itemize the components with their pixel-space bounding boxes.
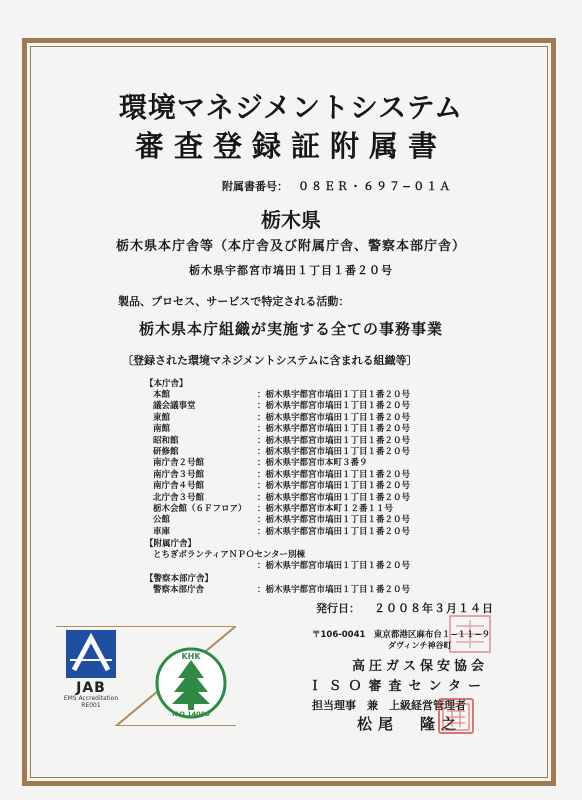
khk-text: KHK [181,652,201,661]
site-name: 公館 [153,515,171,526]
jab-sub1: EMS Accreditation [63,695,119,702]
site-name: 車庫 [153,526,171,537]
site-name: 研修館 [153,446,179,457]
site-group-header: 【警察本部庁舎】 [145,573,214,584]
site-row [143,424,410,435]
issuer-name: 高圧ガス保安協会 [351,659,488,674]
site-group [143,573,410,596]
organization-name: 栃木県 [261,208,321,232]
seal-pattern-icon [441,702,471,732]
annex-number-row [222,178,452,194]
site-name: 栃木会館（６Ｆフロア） [153,503,247,514]
site-address: ：栃木県宇都宮市塙田１丁目１番２０号 [257,446,411,457]
site-name: 本館 [153,390,171,400]
site-name: 北庁舎３号館 [153,492,205,503]
annex-number: ０８ＥＲ・６９７−０１Ａ [298,180,453,193]
site-name: とちぎボランティアＮＰＯセンター別棟 [153,550,305,561]
site-address: ：栃木県宇都宮市塙田１丁目１番２０号 [257,584,411,595]
scope-note: 〔登録された環境マネジメントシステムに含まれる組織等〕 [122,354,418,367]
site-row [143,436,410,447]
site-name: 議会議事堂 [153,401,196,412]
annex-label: 附属書番号： [222,180,288,193]
site-name: 昭和館 [153,435,179,446]
site-row [143,515,410,526]
site-group-header: 【附属庁舎】 [145,539,197,550]
issuer-postal-address: 〒106-0041 東京都港区麻布台１−１１−９ [312,630,491,640]
site-group-header: 【本庁舎】 [145,379,188,389]
title-line-1: 環境マネジメントシステム [118,91,464,124]
title-line-2: 審査登録証附属書 [134,129,447,163]
site-name: 東館 [153,412,171,423]
issued-label: 発行日： [316,602,360,615]
site-address: ：栃木県宇都宮市塙田１丁目１番２０号 [257,469,411,480]
site-address: ：栃木県宇都宮市塙田１丁目１番２０号 [257,561,411,572]
jab-accreditation-text [56,695,126,709]
site-row [143,550,410,561]
site-name: 南庁舎２号館 [153,458,205,469]
site-name: 南庁舎４号館 [153,481,205,492]
issuer-center: ＩＳＯ審査センター [308,679,488,694]
site-address: ：栃木県宇都宮市塙田１丁目１番２０号 [257,526,411,537]
site-row [143,504,410,515]
scope-label: 製品、プロセス、サービスで特定される活動： [118,295,350,308]
site-address: ：栃木県宇都宮市塙田１丁目１番２０号 [257,481,411,492]
site-name: 南館 [153,424,171,435]
site-row [143,447,410,458]
issuer-building: ダヴィンチ神谷町 [388,641,452,650]
organization-subtitle: 栃木県本庁舎等（本庁舎及び附属庁舎、警察本部庁舎） [115,239,466,254]
site-group [143,538,410,573]
site-row [143,401,410,412]
site-address: ：栃木県宇都宮市本町１２番１１号 [257,503,394,514]
site-group [143,378,410,538]
site-address: ：栃木県宇都宮市塙田１丁目１番２０号 [257,424,411,435]
jab-logo-icon [66,630,116,678]
organization-address: 栃木県宇都宮市塙田１丁目１番２０号 [189,264,393,277]
scope-activity: 栃木県本庁組織が実施する全ての事務事業 [138,320,443,338]
site-row [143,458,410,469]
site-address: ：栃木県宇都宮市塙田１丁目１番２０号 [257,390,411,400]
officer-title: 担当理事 兼 上級経営管理者 [312,699,466,712]
site-row [143,585,410,596]
site-address: ：栃木県宇都宮市塙田１丁目１番２０号 [257,435,411,446]
site-row [143,481,410,492]
jab-mountain-icon [66,630,116,678]
site-row [143,493,410,504]
site-address: ：栃木県宇都宮市塙田１丁目１番２０号 [257,412,411,423]
site-address: ：栃木県宇都宮市塙田１丁目１番２０号 [257,401,411,412]
issued-date: ２００８年３月１４日 [374,602,494,615]
site-row [143,561,410,572]
khk-iso-logo-icon [154,646,228,720]
jab-logo-text: JAB [76,680,106,696]
site-row [143,527,410,538]
site-address: ：栃木県宇都宮市塙田１丁目１番２０号 [257,492,411,503]
site-address: ：栃木県宇都宮市塙田１丁目１番２０号 [257,515,411,526]
site-row [143,390,410,401]
iso-text: ISO 14000 [172,710,210,718]
site-address: ：栃木県宇都宮市本町３番９ [257,458,368,469]
officer-name: 松尾 隆之 [357,715,463,733]
site-row [143,413,410,424]
jab-sub2: RE001 [81,702,101,709]
official-seal-icon [438,698,474,734]
site-name: 南庁舎３号館 [153,469,205,480]
site-name: 警察本部庁舎 [153,584,205,595]
site-row [143,470,410,481]
site-list [143,378,410,596]
